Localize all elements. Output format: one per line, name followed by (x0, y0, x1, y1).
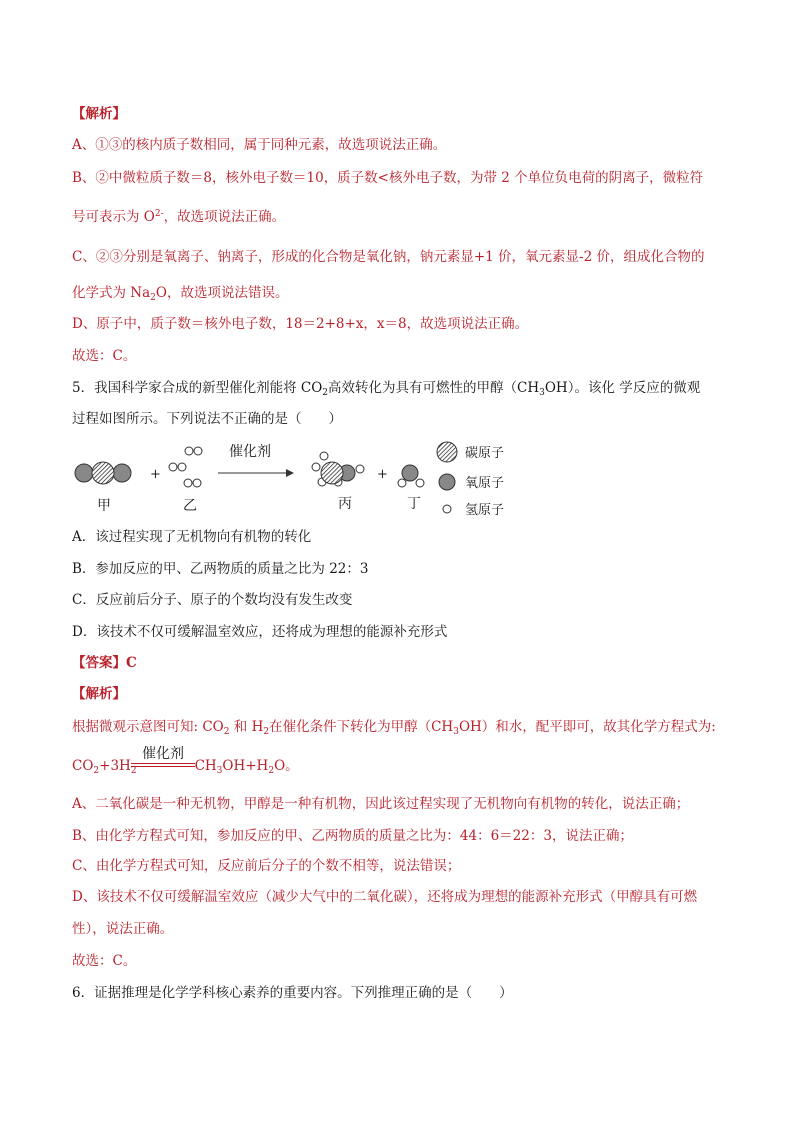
q5-stem-line1 (72, 378, 700, 403)
molecule-ding-h2o (398, 465, 424, 487)
legend-hydrogen: 氢原子 (465, 503, 505, 518)
subscript: 2 (93, 766, 100, 776)
q4-explanation-c-line2 (72, 283, 288, 308)
q5-option-a: A．该过程实现了无机物向有机物的转化 (72, 529, 312, 545)
eq-text: CH (194, 758, 217, 774)
label-jia: 甲 (97, 498, 111, 514)
label-ding: 丁 (407, 496, 421, 512)
plus-sign-2: + (377, 467, 388, 482)
legend-oxygen: 氧原子 (465, 476, 505, 491)
chemical-equation (72, 756, 299, 781)
plus-sign-1: + (150, 467, 161, 482)
q4-explanation-a: A、①③的核内质子数相同，属于同种元素，故选项说法正确。 (72, 137, 447, 153)
reaction-svg (72, 436, 532, 520)
reaction-diagram (72, 436, 532, 520)
q5-stem-line2: 过程如图所示。下列说法不正确的是（ ） (72, 411, 342, 427)
stem-text: 5．我国科学家合成的新型催化剂能将 CO (72, 380, 323, 396)
eq-text: OH+H (222, 758, 269, 774)
label-yi: 乙 (183, 498, 197, 514)
jiexi-label-q4: 【解析】 (72, 106, 126, 122)
b-line2-text-end: ，故选项说法正确。 (163, 209, 286, 225)
intro-text: 根据微观示意图可知: CO (72, 719, 224, 735)
ion-charge: 2- (154, 209, 164, 219)
q5-explanation-c: C、由化学方程式可知，反应前后分子的个数不相等，说法错误； (72, 858, 461, 874)
eq-text: CO (72, 758, 94, 774)
q5-explanation-intro (72, 717, 716, 742)
legend (437, 442, 504, 518)
q5-explanation-a: A、二氧化碳是一种无机物，甲醇是一种有机物，因此该过程实现了无机物向有机物的转化，说法正确； (72, 796, 690, 812)
intro-text: 在催化条件下转化为甲醇（CH (269, 719, 454, 735)
q4-explanation-b-line1: B、②中微粒质子数＝8，核外电子数＝10，质子数<核外电子数，为带 2 个单位负电荷的阴离子，微粒符 (72, 170, 704, 186)
subscript: 2 (268, 766, 275, 776)
subscript: 2 (322, 388, 329, 398)
stem-text: 高效转化为具有可燃性的甲醇（CH (328, 380, 540, 396)
intro-text: 和 H (233, 719, 264, 735)
jiexi-label-q5: 【解析】 (72, 686, 126, 702)
catalyst-label: 催化剂 (229, 444, 271, 460)
eq-text: +3H (99, 758, 131, 774)
equation-condition: 催化剂 (142, 746, 184, 762)
molecule-bing-ch3oh (312, 452, 364, 486)
q5-option-c: C．反应前后分子、原子的个数均没有发生改变 (72, 592, 353, 608)
hydrogen-atom-icon (443, 505, 451, 513)
q4-explanation-c-line1: C、②③分别是氧离子、钠离子，形成的化合物是氧化钠，钠元素显+1 价，氧元素显-2 价，组成化合物的 (72, 249, 705, 265)
q5-explanation-d-line1: D、该技术不仅可缓解温室效应（减少大气中的二氧化碳），还将成为理想的能源补充形式（甲醇具有可燃 (72, 889, 698, 905)
carbon-atom-icon (437, 442, 457, 462)
q4-answer: 故选：C。 (72, 348, 137, 364)
q5-explanation-b: B、由化学方程式可知，参加反应的甲、乙两物质的质量之比为：44：6＝22：3，说法正确； (72, 828, 633, 844)
q5-answer: 故选：C。 (72, 953, 137, 969)
q6-stem: 6．证据推理是化学学科核心素养的重要内容。下列推理正确的是（ ） (72, 985, 513, 1001)
q4-explanation-d: D、原子中，质子数＝核外电子数，18＝2+8+x，x＝8，故选项说法正确。 (72, 316, 529, 332)
subscript: 2 (223, 727, 230, 737)
stem-text: OH）。该化 学反应的微观 (544, 380, 701, 396)
subscript: 3 (453, 727, 459, 737)
subscript: 2 (150, 293, 156, 303)
q4-explanation-b-line2 (72, 204, 285, 227)
subscript: 3 (216, 766, 223, 776)
c-line2-text-end: O，故选项说法错误。 (155, 285, 289, 301)
b-line2-text: 号可表示为 O (72, 209, 155, 225)
subscript: 2 (263, 727, 270, 737)
arrow-head-icon (286, 469, 294, 477)
subscript: 3 (539, 388, 545, 398)
intro-text: OH）和水，配平即可，故其化学方程式为: (458, 719, 716, 735)
label-bing: 丙 (338, 496, 352, 512)
q5-option-d: D．该技术不仅可缓解温室效应，还将成为理想的能源补充形式 (72, 624, 448, 640)
legend-carbon: 碳原子 (465, 446, 505, 461)
q5-explanation-d-line2: 性），说法正确。 (72, 921, 174, 937)
c-line2-text: 化学式为 Na (72, 285, 151, 301)
q5-answer-label: 【答案】C (72, 655, 137, 671)
eq-text: O。 (274, 758, 299, 774)
subscript: 2 (130, 766, 137, 776)
oxygen-atom-icon (439, 474, 455, 490)
molecule-yi-h2 (169, 447, 202, 487)
molecule-jia-co2 (75, 462, 131, 484)
q5-option-b: B．参加反应的甲、乙两物质的质量之比为 22：3 (72, 561, 369, 577)
